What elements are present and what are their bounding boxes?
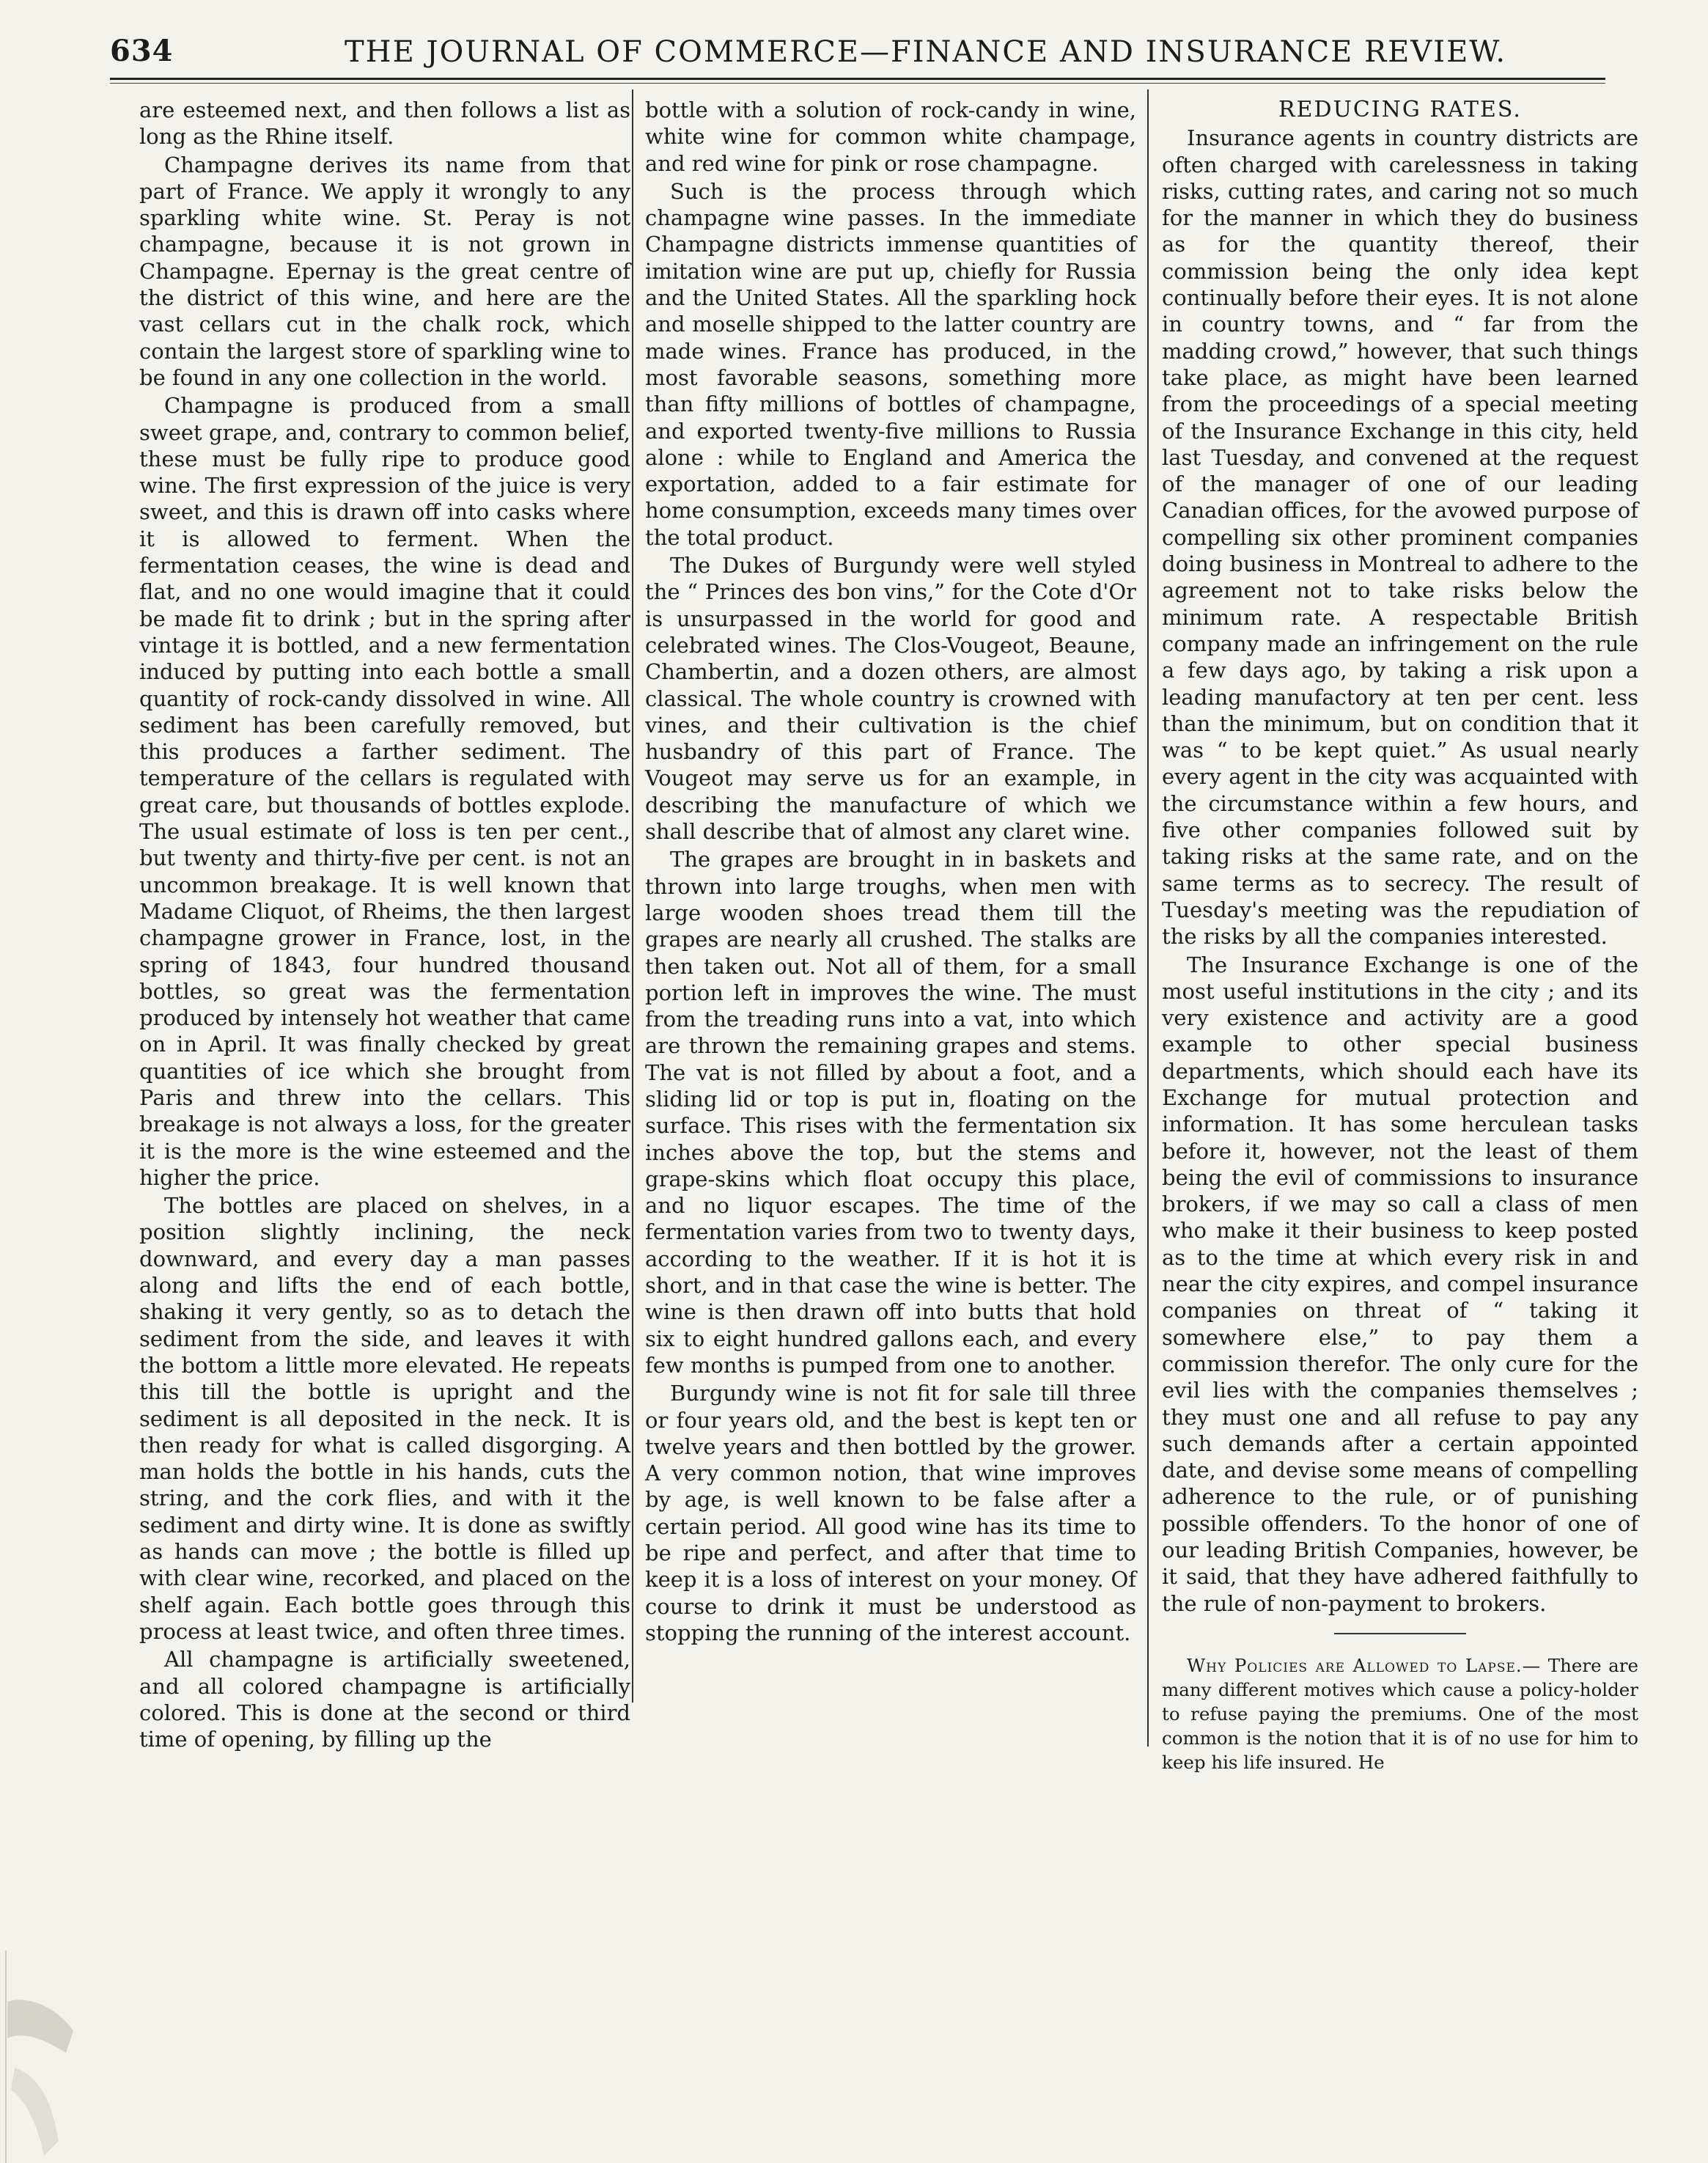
column-1-paragraph: are esteemed next, and then follows a list as long as the Rhine itself. <box>139 98 630 150</box>
page-number: 634 <box>110 34 174 68</box>
column-1-paragraph: All champagne is artificially sweetened, and all colored champagne is artificially colored. This is done at the second or third time of opening, by filling up the <box>139 1647 630 1752</box>
column-2-paragraph: The Dukes of Burgundy were well styled the “ Princes des bon vins,” for the Cote d'Or is unsurpassed in the world for good and celebrated wines. The Clos-Vougeot, Beaune, Chambertin, and a dozen others, are almost classical. The whole country is crowned with vines, and their cultivation is the chief husbandry of this part of France. The Vougeot may serve us for an example, in describing the manufacture of which we shall describe that of almost any claret wine. <box>645 553 1136 845</box>
header-rule-thin <box>110 83 1605 84</box>
page-edge-smudge <box>0 1950 88 2163</box>
column-3 <box>1162 97 1638 1774</box>
column-divider-left <box>632 89 633 1703</box>
short-item-lead: Why Policies are Allowed to Lapse.— <box>1187 1654 1542 1676</box>
column-1 <box>139 97 630 1752</box>
header-rule <box>110 78 1605 80</box>
journal-title: THE JOURNAL OF COMMERCE—FINANCE AND INSURANCE REVIEW. <box>345 35 1507 69</box>
column-3-paragraph: The Insurance Exchange is one of the most useful institutions in the city ; and its very existence and activity are a good example to other special business departments, which should each have its Exchange for mutual protection and information. It has some herculean tasks before it, however, not the least of them being the evil of commissions to insurance brokers, if we may so call a class of men who make it their business to keep posted as to the time at which every risk in and near the city expires, and compel insurance companies on threat of “ taking it somewhere else,” to pay them a commission therefor. The only cure for the evil lies with the companies themselves ; they must one and all refuse to pay any such demands after a certain appointed date, and devise some means of compelling adherence to the rule, or of punishing possible offenders. To the honor of one of our leading British Companies, however, be it said, that they have adhered faithfully to the rule of non-payment to brokers. <box>1162 952 1638 1616</box>
column-1-paragraph: Champagne derives its name from that part of France. We apply it wrongly to any sparkling white wine. St. Peray is not champagne, because it is not grown in Champagne. Epernay is the great centre of the district of this wine, and here are the vast cellars cut in the chalk rock, which contain the largest store of sparkling wine to be found in any one collection in the world. <box>139 152 630 390</box>
section-heading: REDUCING RATES. <box>1278 97 1522 122</box>
short-item <box>1162 1653 1638 1774</box>
column-3-paragraph: Insurance agents in country districts are often charged with carelessness in taking risks, cutting rates, and caring not so much for the manner in which they do business as for the quantity thereof, their commission being the only idea kept continually before their eyes. It is not alone in country towns, and “ far from the madding crowd,” however, that such things take place, as might have been learned from the proceedings of a special meeting of the Insurance Exchange in this city, held last Tuesday, and convened at the request of the manager of one of our leading Canadian offices, for the avowed purpose of compelling six other prominent companies doing business in Montreal to adhere to the agreement not to take risks below the minimum rate. A respectable British company made an infringement on the rule a few days ago, by taking a risk upon a leading manufactory at ten per cent. less than the minimum, but on condition that it was “ to be kept quiet.” As usual nearly every agent in the city was acquainted with the circumstance within a few hours, and five other companies followed suit by taking risks at the same rate, and on the same terms as to secrecy. The result of Tuesday's meeting was the repudiation of the risks by all the companies interested. <box>1162 125 1638 950</box>
column-divider-right <box>1147 89 1149 1747</box>
column-2-paragraph: Such is the process through which champagne wine passes. In the immediate Champagne districts immense quantities of imitation wine are put up, chiefly for Russia and the United States. All the sparkling hock and moselle shipped to the latter country are made wines. France has produced, in the most favorable seasons, something more than fifty millions of bottles of champagne, and exported twenty-five millions to Russia alone : while to England and America the exportation, added to a fair estimate for home consumption, exceeds many times over the total product. <box>645 178 1136 550</box>
column-1-paragraph: Champagne is produced from a small sweet grape, and, contrary to common belief, these must be fully ripe to produce good wine. The first expression of the juice is very sweet, and this is drawn off into casks where it is allowed to ferment. When the fermentation ceases, the wine is dead and flat, and no one would imagine that it could be made fit to drink ; but in the spring after vintage it is bottled, and a new fermentation induced by putting into each bottle a small quantity of rock-candy dissolved in wine. All sediment has been carefully removed, but this produces a farther sediment. The temperature of the cellars is regulated with great care, but thousands of bottles explode. The usual estimate of loss is ten per cent., but twenty and thirty-five per cent. is not an uncommon breakage. It is well known that Madame Cliquot, of Rheims, the then largest champagne grower in France, lost, in the spring of 1843, four hundred thousand bottles, so great was the fermentation produced by intensely hot weather that came on in April. It was finally checked by great quantities of ice which she brought from Paris and threw into the cellars. This breakage is not always a loss, for the greater it is the more is the wine esteemed and the higher the price. <box>139 393 630 1190</box>
short-item-text: There are many different motives which cause a policy-holder to refuse paying the premiums. One of the most common is the notion that it is of no use for him to keep his life insured. He <box>1162 1654 1638 1773</box>
column-2 <box>645 97 1136 1646</box>
column-1-paragraph: The bottles are placed on shelves, in a position slightly inclining, the neck downward, and every day a man passes along and lifts the end of each bottle, shaking it very gently, so as to detach the sediment from the side, and leaves it with the bottom a little more elevated. He repeats this till the bottle is upright and the sediment is all deposited in the neck. It is then ready for what is called disgorging. A man holds the bottle in his hands, cuts the string, and the cork flies, and with it the sediment and dirty wine. It is done as swiftly as hands can move ; the bottle is filled up with clear wine, recorked, and placed on the shelf again. Each bottle goes through this process at least twice, and often three times. <box>139 1193 630 1644</box>
column-2-paragraph: bottle with a solution of rock-candy in wine, white wine for common white champage, and red wine for pink or rose champagne. <box>645 98 1136 176</box>
column-2-paragraph: Burgundy wine is not fit for sale till three or four years old, and the best is kept ten or twelve years and then bottled by the grower. A very common notion, that wine improves by age, is well known to be false after a certain period. All good wine has its time to be ripe and perfect, and after that time to keep it is a loss of interest on your money. Of course to drink it must be understood as stopping the running of the interest account. <box>645 1381 1136 1645</box>
section-divider <box>1334 1633 1466 1634</box>
column-2-paragraph: The grapes are brought in in baskets and thrown into large troughs, when men with large wooden shoes tread them till the grapes are nearly all crushed. The stalks are then taken out. Not all of them, for a small portion left in improves the wine. The must from the treading runs into a vat, into which are thrown the remaining grapes and stems. The vat is not filled by about a foot, and a sliding lid or top is put in, floating on the surface. This rises with the fermentation six inches above the top, but the stems and grape-skins which float occupy this place, and no liquor escapes. The time of the fermentation varies from two to twenty days, according to the weather. If it is hot it is short, and in that case the wine is better. The wine is then drawn off into butts that hold six to eight hundred gallons each, and every few months is pumped from one to another. <box>645 847 1136 1378</box>
page-header <box>110 25 1605 76</box>
